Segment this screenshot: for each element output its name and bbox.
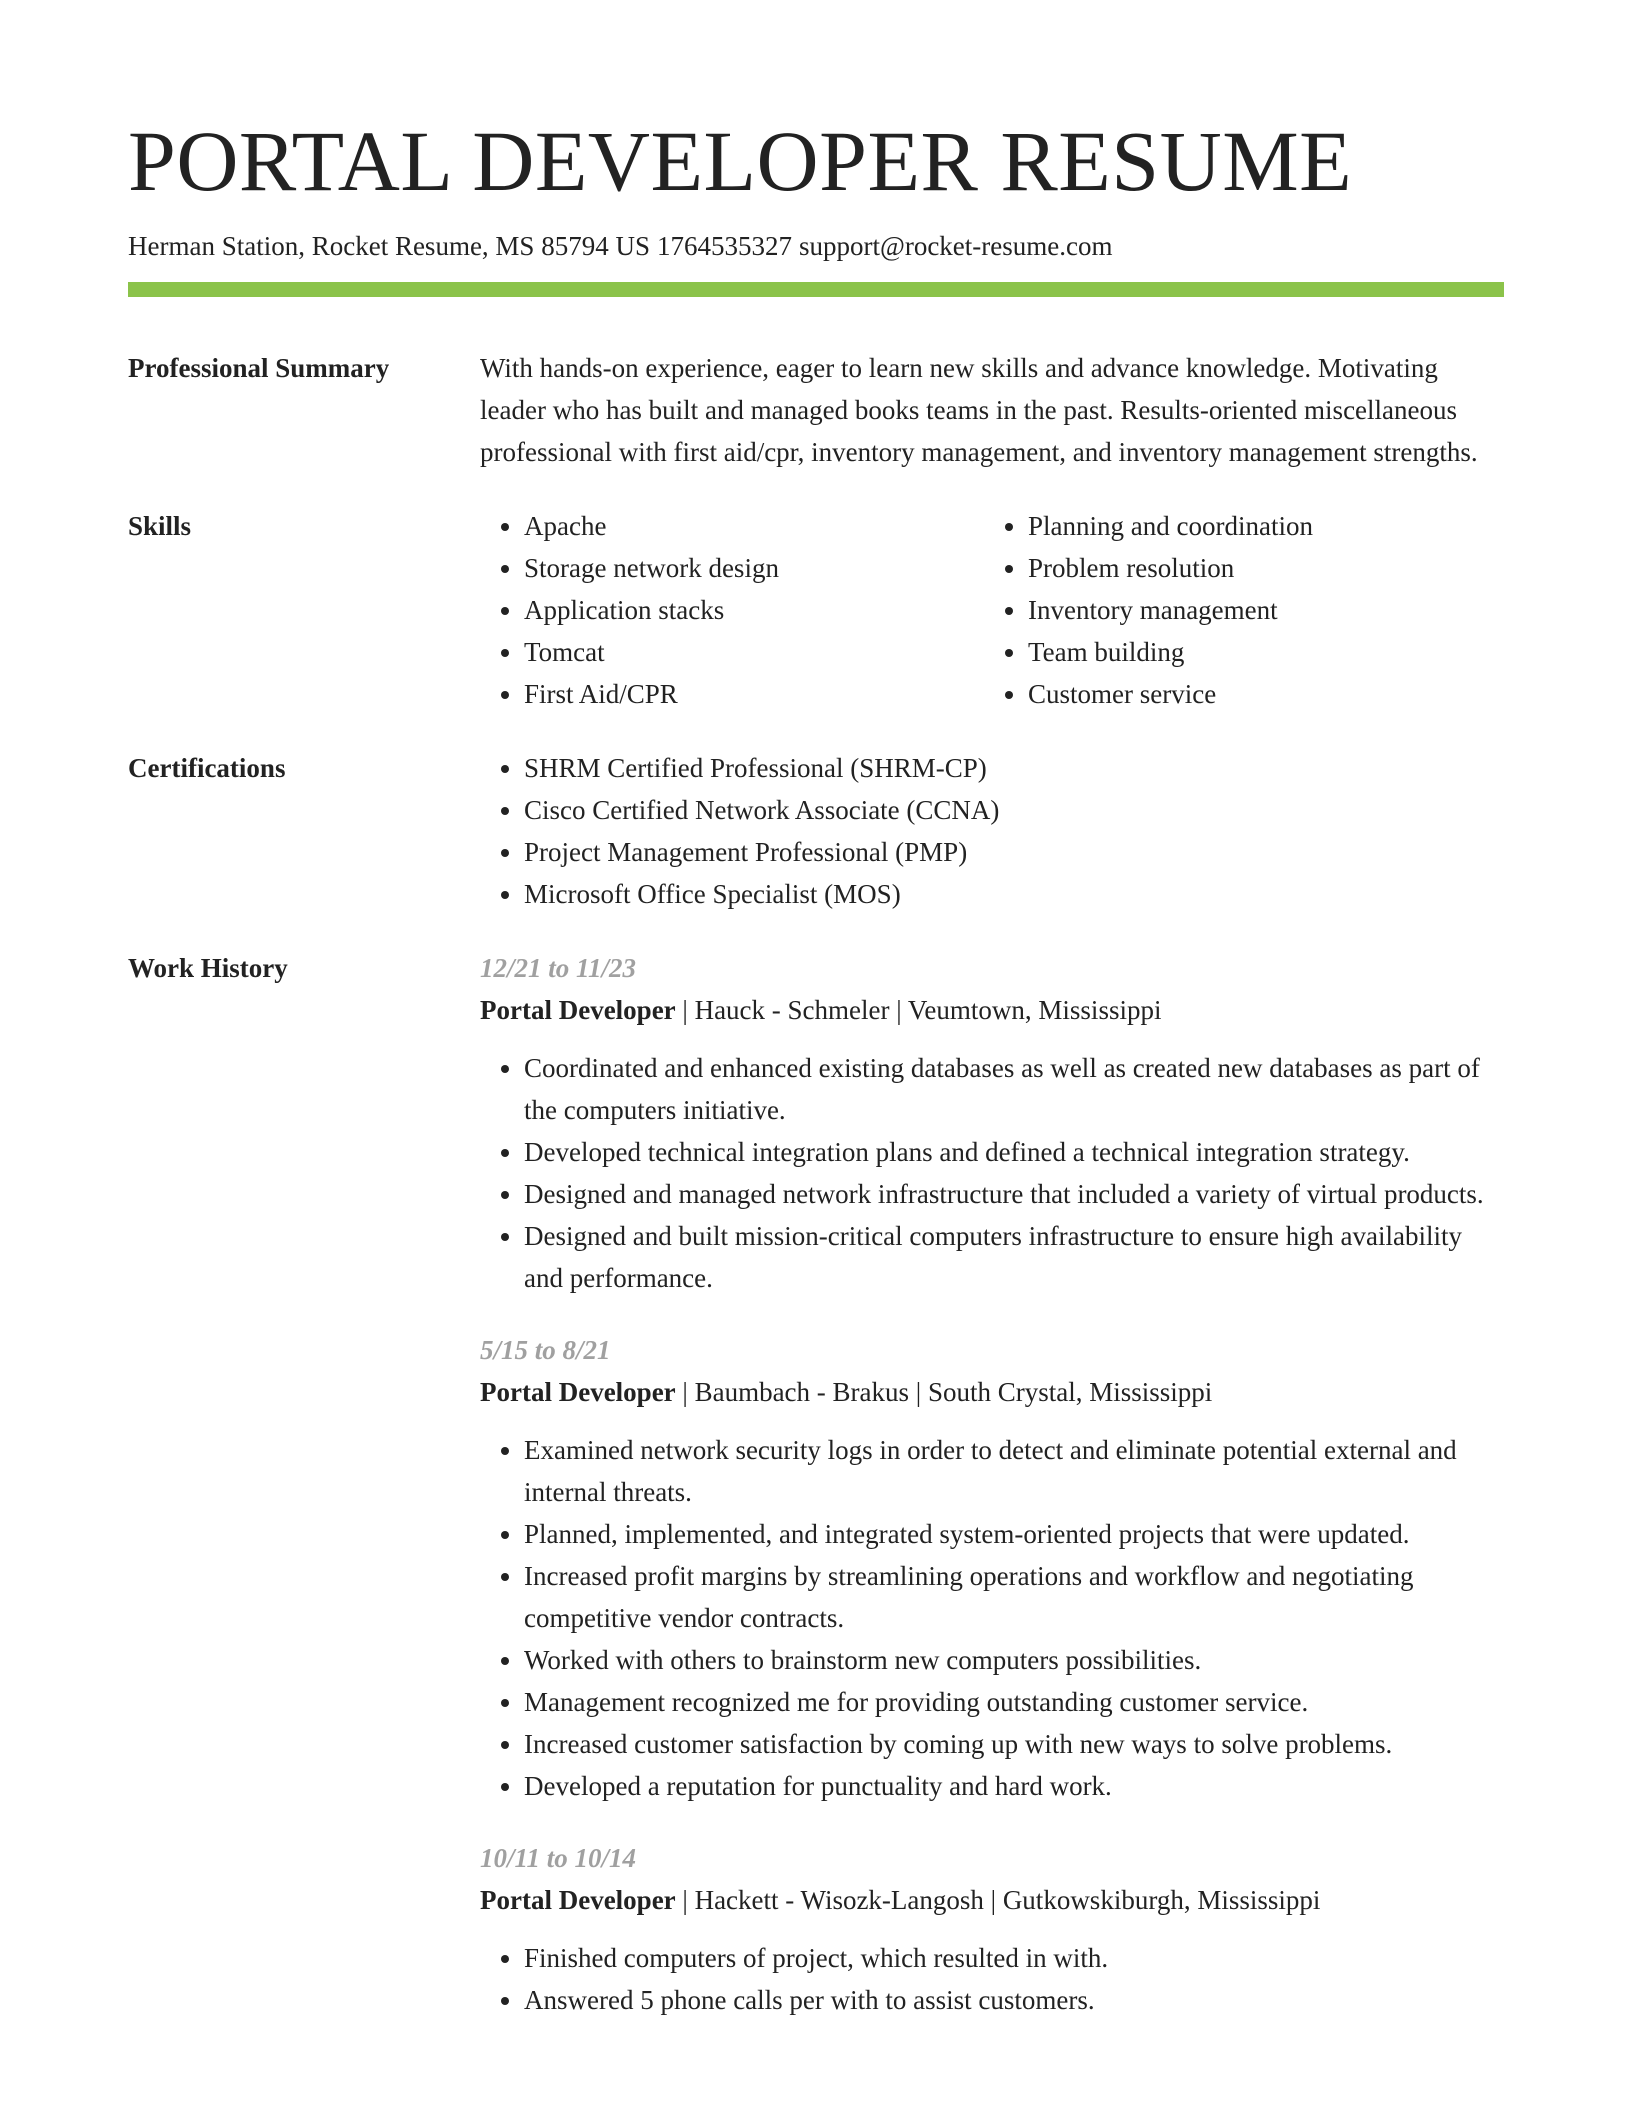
job-dates: 5/15 to 8/21	[480, 1335, 611, 1366]
job-bullet: • Examined network security logs in order to detect and eliminate potential external and internal threats.	[524, 1429, 1504, 1513]
job-company: Baumbach - Brakus	[694, 1377, 910, 1408]
skill-item: • Application stacks	[524, 589, 984, 631]
job-entry	[480, 1837, 1504, 2021]
job-bullet: • Answered 5 phone calls per with to assist customers.	[524, 1979, 1504, 2021]
job-entry	[480, 1329, 1504, 1807]
job-heading: Portal Developer | Baumbach - Brakus | South Crystal, Mississippi	[480, 1377, 1213, 1408]
job-bullet: • Finished computers of project, which resulted in with.	[524, 1937, 1504, 1979]
job-company: Hauck - Schmeler	[694, 995, 890, 1026]
skills-label: Skills	[128, 511, 192, 542]
summary-text: With hands-on experience, eager to learn new skills and advance knowledge. Motivating leader who has built and managed books teams in the past. Results-oriented miscellaneous professional with first aid/cpr, inventory management, and inventory management strengths.	[480, 353, 1478, 468]
skill-item: • Customer service	[1028, 673, 1488, 715]
job-bullet: • Planned, implemented, and integrated system-oriented projects that were updated.	[524, 1513, 1504, 1555]
contact-line	[128, 230, 1504, 262]
certifications-section	[128, 747, 1504, 915]
job-heading: Portal Developer | Hackett - Wisozk-Langosh | Gutkowskiburgh, Mississippi	[480, 1885, 1321, 1916]
job-bullets	[480, 1937, 1504, 2021]
skills-section	[128, 505, 1504, 715]
summary-section	[128, 347, 1504, 473]
contact-address: Herman Station, Rocket Resume, MS 85794 US	[128, 231, 650, 261]
job-heading: Portal Developer | Hauck - Schmeler | Veumtown, Mississippi	[480, 995, 1162, 1026]
skill-item: • Problem resolution	[1028, 547, 1488, 589]
job-bullets	[480, 1429, 1504, 1807]
job-bullet: • Coordinated and enhanced existing databases as well as created new databases as part of the computers initiative.	[524, 1047, 1504, 1131]
page-title: PORTAL DEVELOPER RESUME	[128, 113, 1353, 209]
skills-list-left	[480, 505, 984, 715]
skill-item: • Planning and coordination	[1028, 505, 1488, 547]
certification-item: • Project Management Professional (PMP)	[524, 831, 1504, 873]
skill-item: • Team building	[1028, 631, 1488, 673]
skill-item: • Inventory management	[1028, 589, 1488, 631]
skill-item: • Storage network design	[524, 547, 984, 589]
certifications-label: Certifications	[128, 753, 286, 784]
skill-item: • Apache	[524, 505, 984, 547]
job-dates: 10/11 to 10/14	[480, 1843, 637, 1874]
jobs-list	[480, 947, 1504, 2021]
job-bullet: • Management recognized me for providing outstanding customer service.	[524, 1681, 1504, 1723]
contact-email: support@rocket-resume.com	[798, 231, 1113, 261]
job-location: South Crystal, Mississippi	[927, 1377, 1213, 1408]
work-history-section	[128, 947, 1504, 2021]
job-title: Portal Developer	[480, 1885, 676, 1916]
job-bullet: • Developed a reputation for punctuality and hard work.	[524, 1765, 1504, 1807]
job-bullet: • Increased customer satisfaction by coming up with new ways to solve problems.	[524, 1723, 1504, 1765]
contact-phone: 1764535327	[656, 231, 792, 261]
job-company: Hackett - Wisozk-Langosh	[694, 1885, 984, 1916]
job-bullet: • Designed and built mission-critical computers infrastructure to ensure high availability and performance.	[524, 1215, 1504, 1299]
skill-item: • First Aid/CPR	[524, 673, 984, 715]
job-bullet: • Developed technical integration plans and defined a technical integration strategy.	[524, 1131, 1504, 1173]
summary-label: Professional Summary	[128, 353, 390, 384]
skills-list-right	[984, 505, 1488, 715]
certification-item: • SHRM Certified Professional (SHRM-CP)	[524, 747, 1504, 789]
certification-item: • Microsoft Office Specialist (MOS)	[524, 873, 1504, 915]
skill-item: • Tomcat	[524, 631, 984, 673]
job-title: Portal Developer	[480, 995, 676, 1026]
job-bullets	[480, 1047, 1504, 1299]
certification-item: • Cisco Certified Network Associate (CCNA)	[524, 789, 1504, 831]
job-bullet: • Designed and managed network infrastructure that included a variety of virtual products.	[524, 1173, 1504, 1215]
certifications-list	[480, 747, 1504, 915]
work-history-label: Work History	[128, 953, 288, 984]
job-dates: 12/21 to 11/23	[480, 953, 637, 984]
job-entry	[480, 947, 1504, 1299]
job-bullet: • Increased profit margins by streamlining operations and workflow and negotiating competitive vendor contracts.	[524, 1555, 1504, 1639]
accent-divider	[128, 282, 1504, 297]
job-location: Gutkowskiburgh, Mississippi	[1002, 1885, 1321, 1916]
job-bullet: • Worked with others to brainstorm new computers possibilities.	[524, 1639, 1504, 1681]
job-title: Portal Developer	[480, 1377, 676, 1408]
job-location: Veumtown, Mississippi	[907, 995, 1162, 1026]
